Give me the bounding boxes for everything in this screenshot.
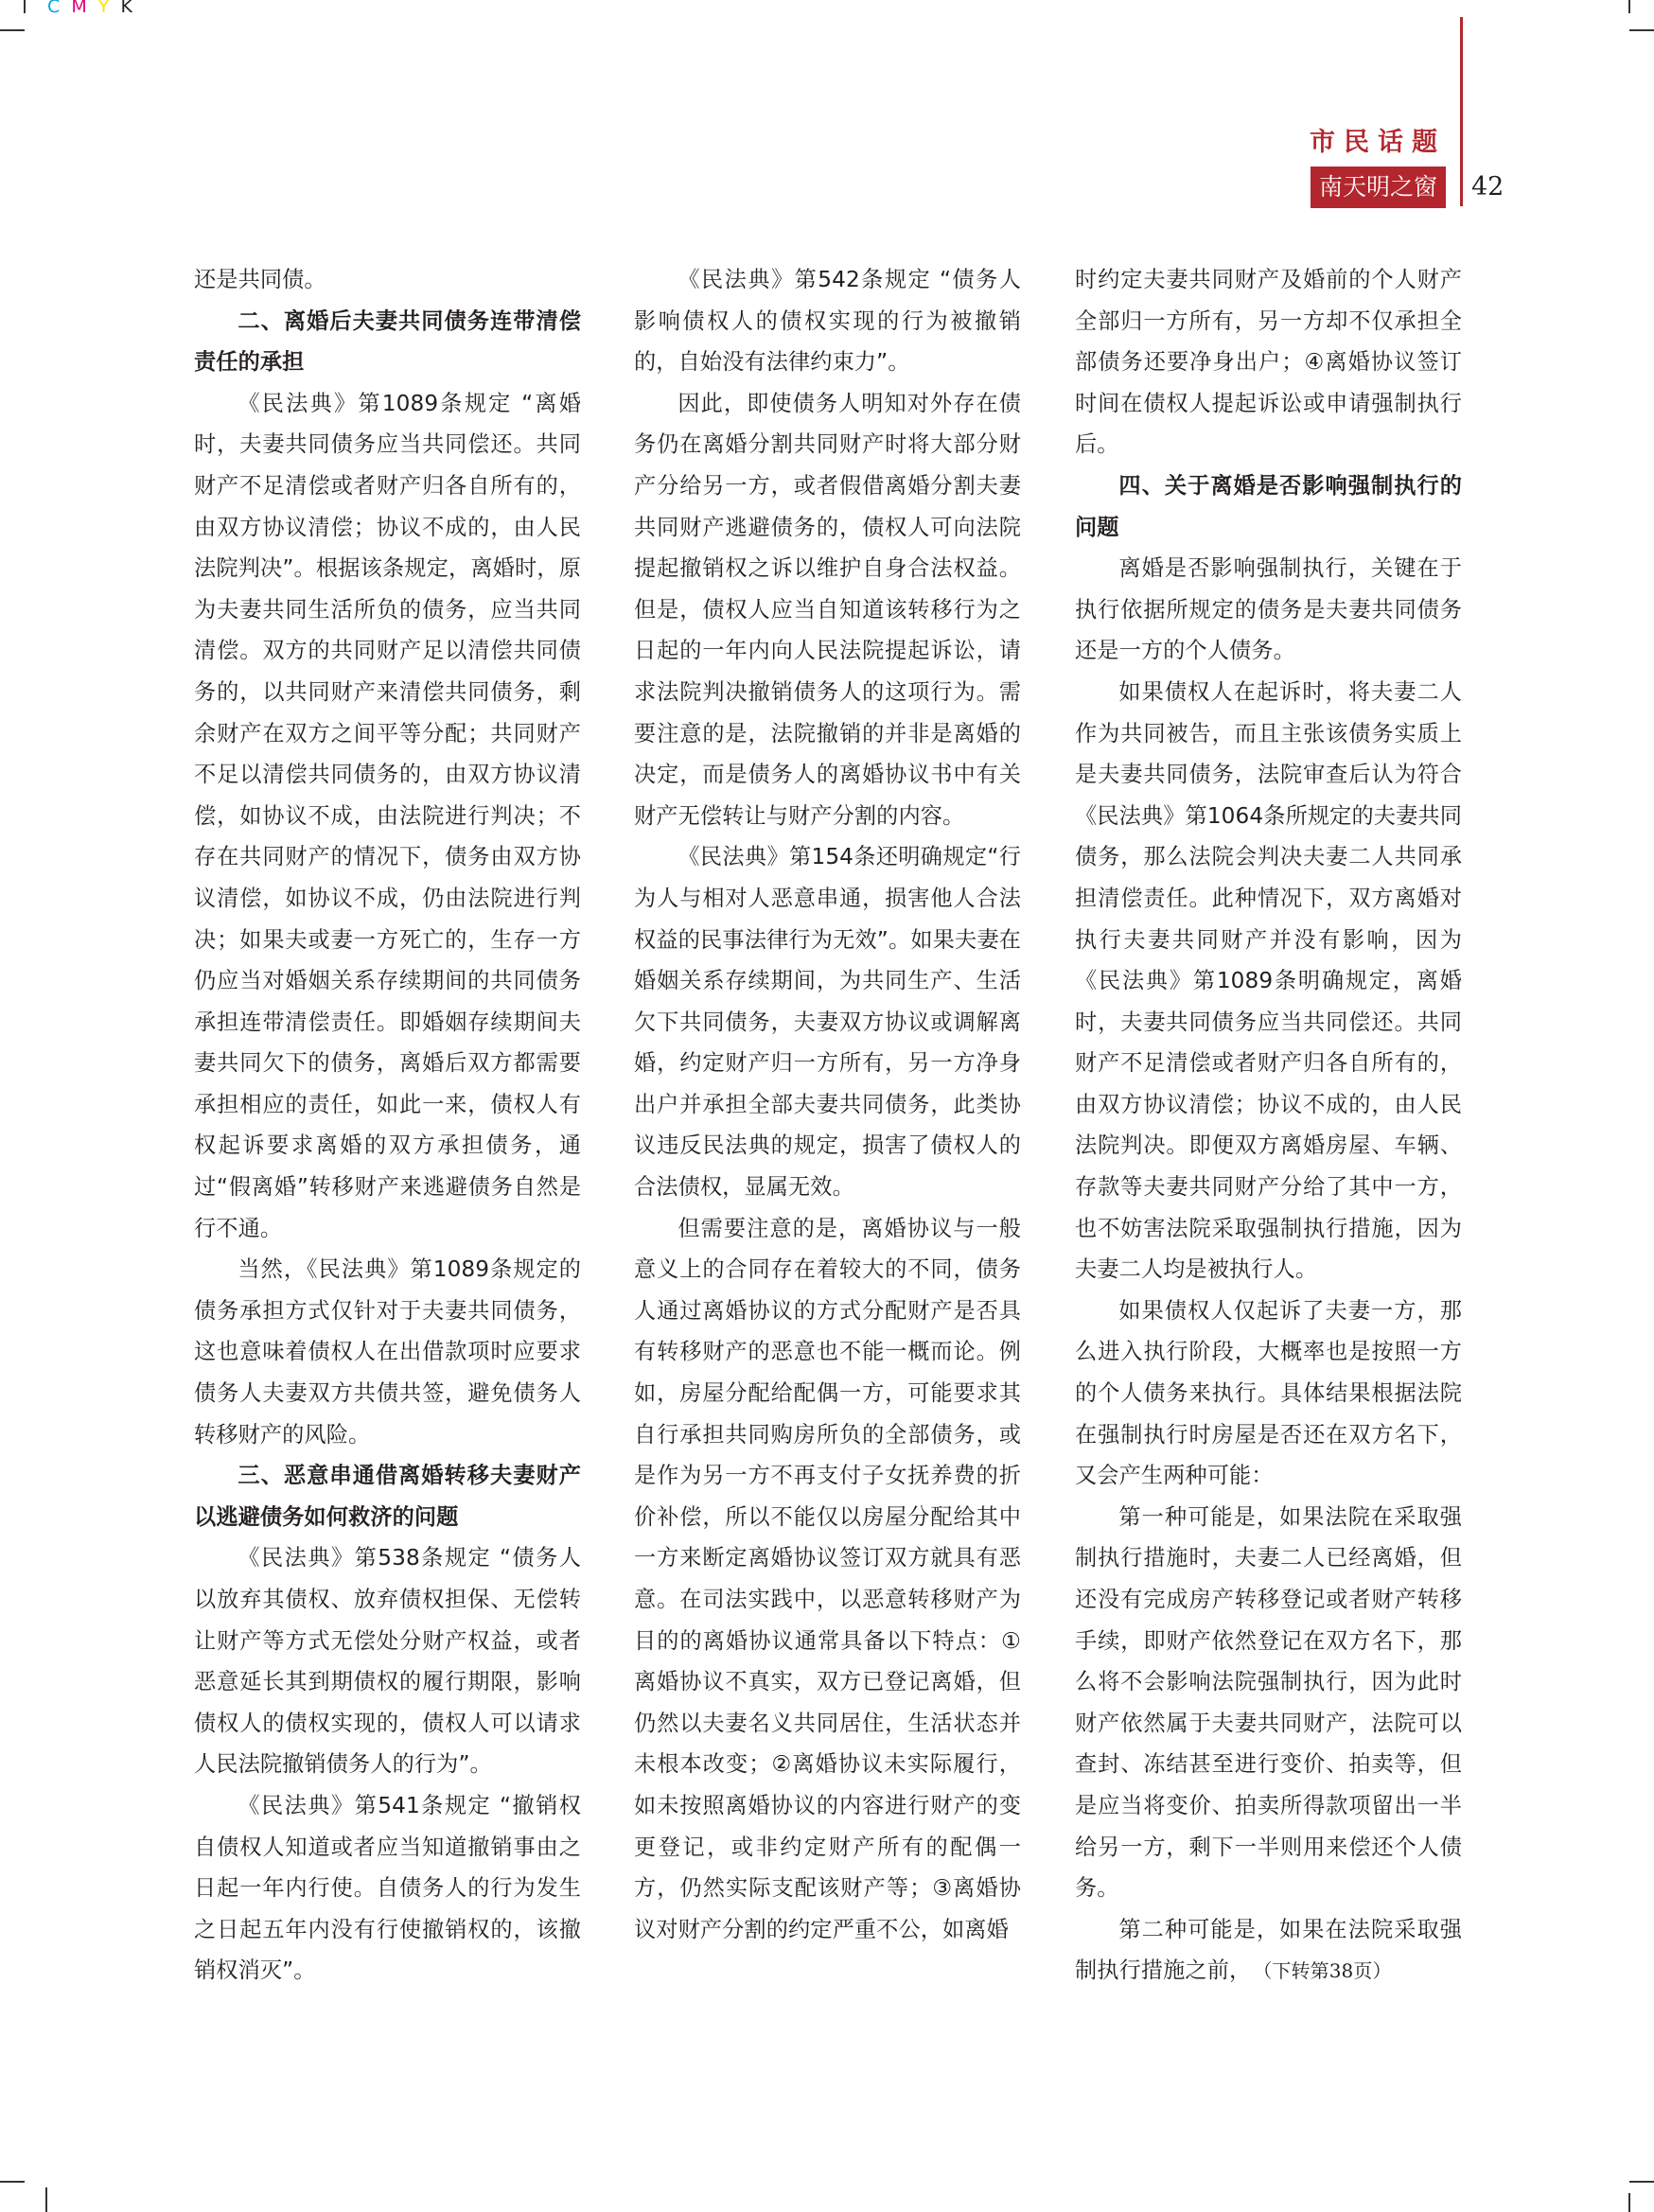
- body-paragraph: [194, 383, 581, 1249]
- paragraph-text: 《民法典》第542条规定 “债务人影响债权人的债权实现的行为被撤销的，自始没有法律约束力”。: [634, 267, 1021, 376]
- body-paragraph: [634, 1208, 1021, 1951]
- paragraph-text: 时约定夫妻共同财产及婚前的个人财产全部归一方所有，另一方却不仅承担全部债务还要净身出户；④离婚协议签订时间在债权人提起诉讼或申请强制执行后。: [1075, 267, 1462, 458]
- paragraph-text: 因此，即使债务人明知对外存在债务仍在离婚分割共同财产时将大部分财产分给另一方，或者假借离婚分割夫妻共同财产逃避债务的，债权人可向法院提起撤销权之诉以维护自身合法权益。但是，债权人应当自知道该转移行为之日起的一年内向人民法院提起诉讼，请求法院判决撤销债务人的这项行为。需要注意的是，法院撤销的并非是离婚的决定，而是债务人的离婚协议书中有关财产无偿转让与财产分割的内容。: [634, 390, 1021, 829]
- body-paragraph: [1075, 548, 1462, 672]
- crop-mark: [0, 2181, 25, 2183]
- body-paragraph: [194, 1537, 581, 1785]
- paragraph-text: 如果债权人在起诉时，将夫妻二人作为共同被告，而且主张该债务实质上是夫妻共同债务，法院审查后认为符合《民法典》第1064条所规定的夫妻共同债务，那么法院会判决夫妻二人共同承担清偿责任。此种情况下，双方离婚对执行夫妻共同财产并没有影响，因为《民法典》第1089条明确规定，离婚时，夫妻共同债务应当共同偿还。共同财产不足清偿或者财产归各自所有的，由双方协议清偿；协议不成的，由人民法院判决。即便双方离婚房屋、车辆、存款等夫妻共同财产分给了其中一方，也不妨害法院采取强制执行措施，因为夫妻二人均是被执行人。: [1075, 678, 1462, 1283]
- paragraph-text: 当然，《民法典》第1089条规定的债务承担方式仅针对于夫妻共同债务，这也意味着债权人在出借款项时应要求债务人夫妻双方共债共签，避免债务人转移财产的风险。: [194, 1256, 581, 1448]
- text-column: [194, 259, 581, 1992]
- paragraph-text: 《民法典》第538条规定 “债务人以放弃其债权、放弃债权担保、无偿转让财产等方式无偿处分财产权益，或者恶意延长其到期债权的履行期限，影响债权人的债权实现的，债权人可以请求人民法院撤销债务人的行为”。: [194, 1545, 581, 1778]
- header-vertical-rule: [1460, 17, 1463, 206]
- cmyk-letter: K: [120, 0, 135, 17]
- cmyk-color-bar: [47, 0, 135, 21]
- cmyk-letter: C: [47, 0, 63, 17]
- text-column: [1075, 259, 1462, 1993]
- body-paragraph: [194, 259, 581, 301]
- body-paragraph: [634, 836, 1021, 1207]
- body-paragraph: [194, 1785, 581, 1992]
- body-paragraph: [1075, 1909, 1462, 1993]
- paragraph-text: 第一种可能是，如果法院在采取强制执行措施时，夫妻二人已经离婚，但还没有完成房产转移登记或者财产转移手续，即财产依然登记在双方名下，那么将不会影响法院强制执行，因为此时财产依然属于夫妻共同财产，法院可以查封、冻结甚至进行变价、拍卖等，但是应当将变价、拍卖所得款项留出一半给另一方，剩下一半则用来偿还个人债务。: [1075, 1503, 1462, 1902]
- paragraph-text: 离婚是否影响强制执行，关键在于执行依据所规定的债务是夫妻共同债务还是一方的个人债务。: [1075, 555, 1462, 664]
- paragraph-text: 《民法典》第541条规定 “撤销权自债权人知道或者应当知道撤销事由之日起一年内行使。自债务人的行为发生之日起五年内没有行使撤销权的，该撤销权消灭”。: [194, 1792, 581, 1984]
- crop-mark: [0, 29, 25, 31]
- section-heading: [194, 1455, 581, 1537]
- section-heading: [194, 301, 581, 383]
- crop-mark: [1628, 0, 1630, 13]
- magazine-name-badge: 南天明之窗: [1311, 167, 1446, 208]
- paragraph-text: 三、恶意串通借离婚转移夫妻财产以逃避债务如何救济的问题: [194, 1463, 581, 1530]
- body-paragraph: [1075, 1497, 1462, 1909]
- section-heading: [1075, 465, 1462, 548]
- crop-mark: [24, 0, 26, 13]
- paragraph-text: 如果债权人仅起诉了夫妻一方，那么进入执行阶段，大概率也是按照一方的个人债务来执行。具体结果根据法院在强制执行时房屋是否还在双方名下，又会产生两种可能：: [1075, 1297, 1462, 1489]
- paragraph-text: 第二种可能是，如果在法院采取强制执行措施之前，: [1075, 1916, 1462, 1984]
- paragraph-text: 《民法典》第154条还明确规定“行为人与相对人恶意串通，损害他人合法权益的民事法律行为无效”。如果夫妻在婚姻关系存续期间，为共同生产、生活欠下共同债务，夫妻双方协议或调解离婚，约定财产归一方所有，另一方净身出户并承担全部夫妻共同债务，此类协议违反民法典的规定，损害了债权人的合法债权，显属无效。: [634, 844, 1021, 1201]
- crop-mark: [45, 2187, 47, 2212]
- cmyk-letter: Y: [97, 0, 113, 17]
- body-paragraph: [194, 1249, 581, 1455]
- body-paragraph: [634, 259, 1021, 383]
- page-number: 42: [1471, 172, 1504, 202]
- crop-mark: [1628, 2193, 1630, 2212]
- body-paragraph: [1075, 1290, 1462, 1497]
- crop-mark: [1629, 29, 1654, 31]
- body-paragraph: [1075, 672, 1462, 1290]
- continued-note: （下转第38页）: [1262, 1959, 1392, 1983]
- crop-mark: [1629, 2181, 1654, 2183]
- paragraph-text: 但需要注意的是，离婚协议与一般意义上的合同存在着较大的不同，债务人通过离婚协议的方式分配财产是否具有转移财产的恶意也不能一概而论。例如，房屋分配给配偶一方，可能要求其自行承担共同购房所负的全部债务，或是作为另一方不再支付子女抚养费的折价补偿，所以不能仅以房屋分配给其中一方来断定离婚协议签订双方就具有恶意。在司法实践中，以恶意转移财产为目的的离婚协议通常具备以下特点：①离婚协议不真实，双方已登记离婚，但仍然以夫妻名义共同居住，生活状态并未根本改变；②离婚协议未实际履行，如未按照离婚协议的内容进行财产的变更登记，或非约定财产所有的配偶一方，仍然实际支配该财产等；③离婚协议对财产分割的约定严重不公，如离婚: [634, 1215, 1021, 1942]
- paragraph-text: 《民法典》第1089条规定 “离婚时，夫妻共同债务应当共同偿还。共同财产不足清偿或者财产归各自所有的，由双方协议清偿；协议不成的，由人民法院判决”。根据该条规定，离婚时，原为夫妻共同生活所负的债务，应当共同清偿。双方的共同财产足以清偿共同债务的，以共同财产来清偿共同债务，剩余财产在双方之间平等分配；共同财产不足以清偿共同债务的，由双方协议清偿，如协议不成，由法院进行判决；不存在共同财产的情况下，债务由双方协议清偿，如协议不成，仍由法院进行判决；如果夫或妻一方死亡的，生存一方仍应当对婚姻关系存续期间的共同债务承担连带清偿责任。即婚姻存续期间夫妻共同欠下的债务，离婚后双方都需要承担相应的责任，如此一来，债权人有权起诉要求离婚的双方承担债务，通过“假离婚”转移财产来逃避债务自然是行不通。: [194, 390, 581, 1241]
- column-title: 市民话题: [1310, 128, 1446, 157]
- cmyk-letter: M: [71, 0, 90, 17]
- body-paragraph: [634, 383, 1021, 837]
- body-paragraph: [1075, 259, 1462, 465]
- paragraph-text: 二、离婚后夫妻共同债务连带清偿责任的承担: [194, 307, 581, 376]
- text-column: [634, 259, 1021, 1950]
- paragraph-text: 还是共同债。: [194, 267, 326, 292]
- paragraph-text: 四、关于离婚是否影响强制执行的问题: [1075, 472, 1462, 540]
